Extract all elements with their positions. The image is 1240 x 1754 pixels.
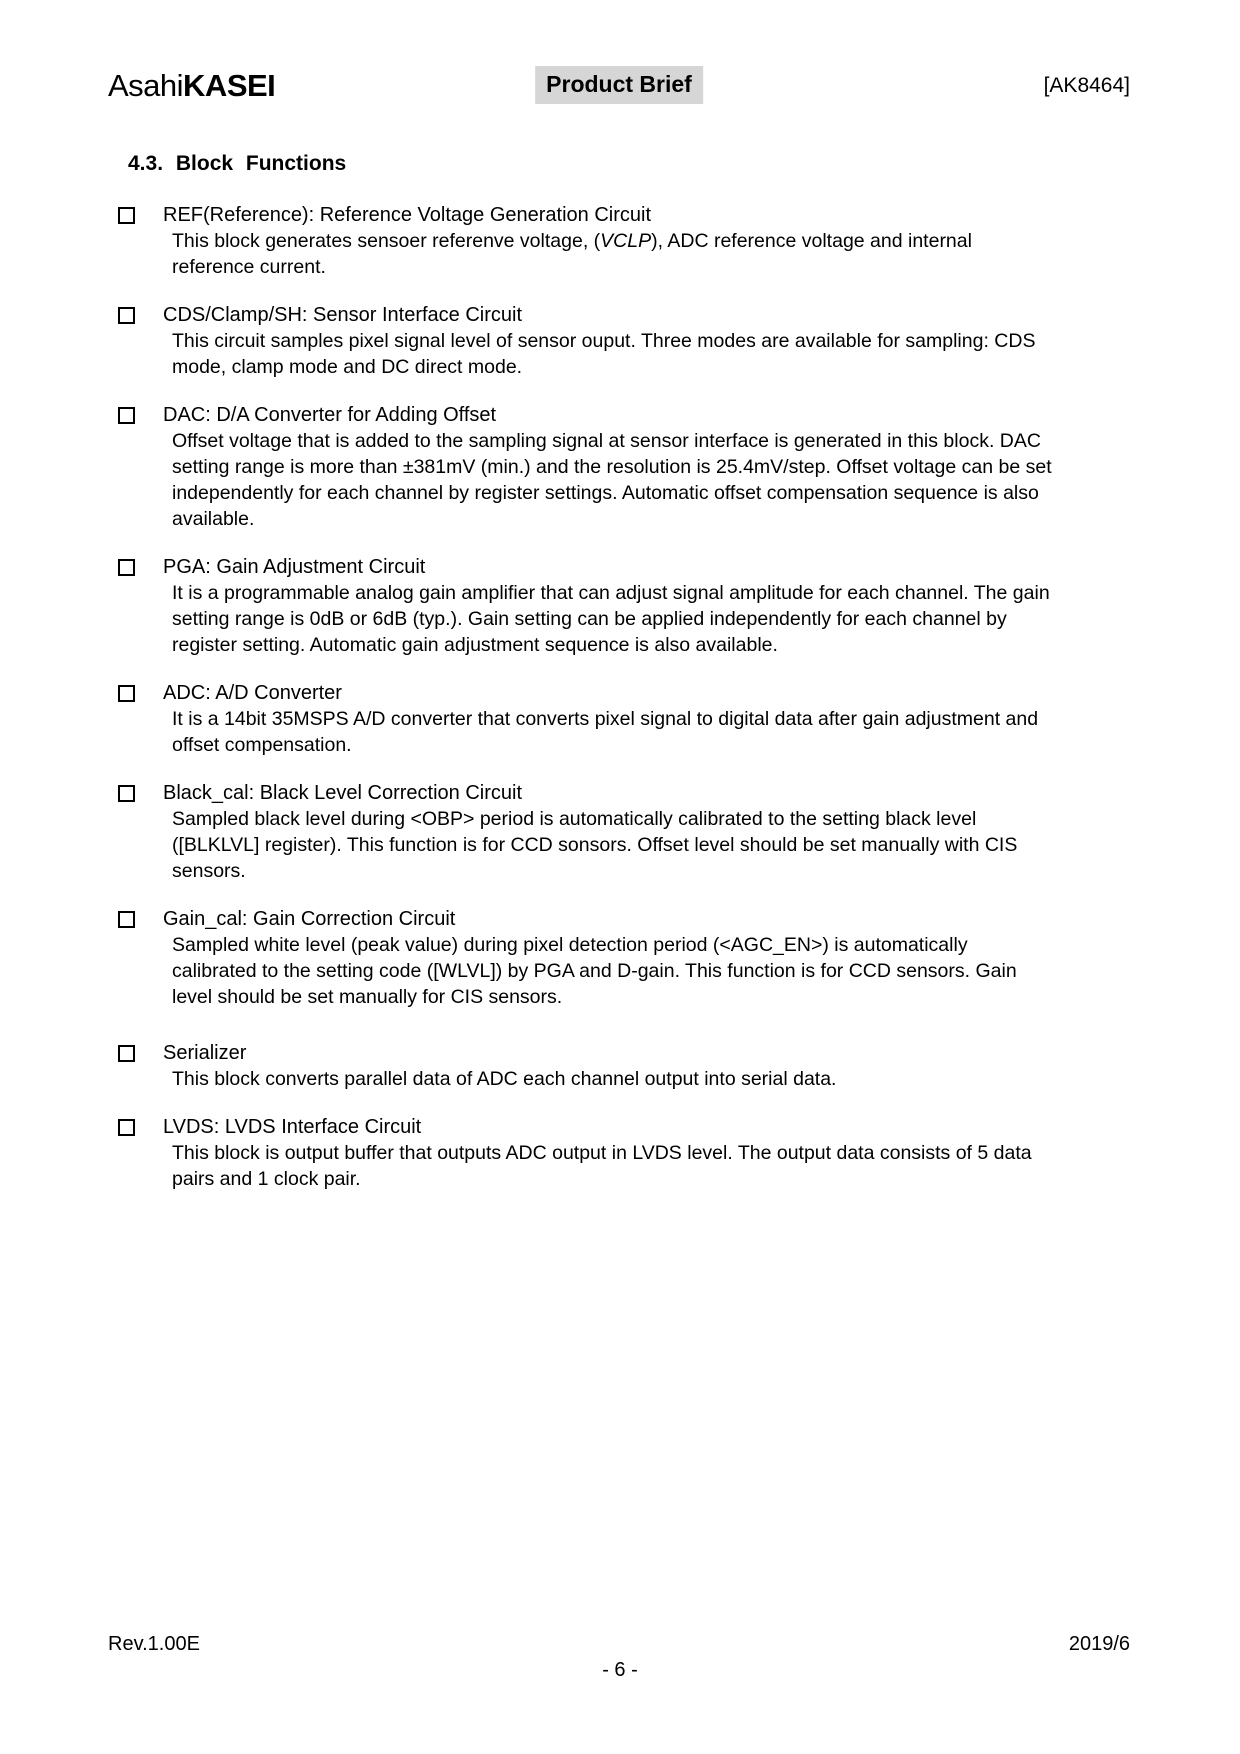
part-number-label: [AK8464] (1043, 74, 1130, 97)
page-content (108, 152, 1130, 1214)
logo-text-bold: KASEI (183, 68, 276, 103)
block-function-section (118, 1040, 1130, 1092)
section-body (172, 328, 1057, 380)
block-function-section (118, 554, 1130, 658)
section-title: Serializer (163, 1042, 247, 1064)
checkbox-bullet-icon (118, 307, 135, 324)
section-paragraph: Offset voltage that is added to the sampling signal at sensor interface is generated in this block. DAC setting range is more than ±381mV (min.) and the resolution is 25.4mV/step. Offset voltage can be set independently for each channel by register settings. Automatic offset compensation sequence is also available. (172, 430, 1052, 530)
checkbox-bullet-icon (118, 911, 135, 928)
section-title: REF(Reference): Reference Voltage Generation Circuit (163, 204, 652, 226)
section-title: CDS/Clamp/SH: Sensor Interface Circuit (163, 304, 523, 326)
section-title: ADC: A/D Converter (163, 682, 342, 704)
block-function-section (118, 202, 1130, 280)
section-title: DAC: D/A Converter for Adding Offset (163, 404, 497, 426)
section-paragraph: Sampled black level during <OBP> period is automatically calibrated to the setting black level ([BLKLVL] register). This function is for CCD sonsors. Offset level should be set manually with CIS sensors. (172, 808, 1018, 882)
block-function-section (118, 402, 1130, 532)
section-heading (128, 152, 1130, 176)
footer-revision-label: Rev.1.00E (108, 1633, 200, 1655)
checkbox-bullet-icon (118, 1119, 135, 1136)
block-function-section (118, 780, 1130, 884)
section-body (172, 806, 1057, 884)
checkbox-bullet-icon (118, 207, 135, 224)
section-title: LVDS: LVDS Interface Circuit (163, 1116, 422, 1138)
asahi-kasei-logo (108, 68, 275, 104)
footer-date-label: 2019/6 (1068, 1633, 1130, 1655)
checkbox-bullet-icon (118, 785, 135, 802)
section-title: Gain_cal: Gain Correction Circuit (163, 908, 456, 930)
checkbox-bullet-icon (118, 559, 135, 576)
section-body (172, 1140, 1057, 1192)
checkbox-bullet-icon (118, 685, 135, 702)
block-functions-list (108, 202, 1130, 1192)
section-title: Black_cal: Black Level Correction Circuit (163, 782, 523, 804)
section-heading-number: 4.3. (128, 152, 164, 175)
section-body (172, 1066, 1057, 1092)
page-header (108, 62, 1130, 110)
section-paragraph: This circuit samples pixel signal level of sensor ouput. Three modes are available for sampling: CDS mode, clamp mode and DC direct mode. (172, 330, 1036, 378)
section-paragraph: This block converts parallel data of ADC each channel output into serial data. (172, 1068, 837, 1090)
footer-page-number: - 6 - (602, 1659, 638, 1681)
section-paragraph: Sampled white level (peak value) during pixel detection period (<AGC_EN>) is automatically calibrated to the setting code ([WLVL]) by PGA and D-gain. This function is for CCD sensors. Gain level should be set manually for CIS sensors. (172, 934, 1017, 1008)
block-function-section (118, 680, 1130, 758)
section-paragraph: This block generates sensoer referenve voltage, (VCLP), ADC reference voltage and internal reference current. (172, 230, 972, 278)
logo-text-normal: Asahi (108, 68, 184, 103)
section-heading-title: Block Functions (175, 152, 347, 175)
block-function-section (118, 906, 1130, 1010)
section-paragraph: This block is output buffer that outputs ADC output in LVDS level. The output data consists of 5 data pairs and 1 clock pair. (172, 1142, 1032, 1190)
section-paragraph: It is a programmable analog gain amplifier that can adjust signal amplitude for each channel. The gain setting range is 0dB or 6dB (typ.). Gain setting can be applied independently for each channel by register setting. Automatic gain adjustment sequence is also available. (172, 582, 1050, 656)
section-title: PGA: Gain Adjustment Circuit (163, 556, 426, 578)
block-function-section (118, 1114, 1130, 1192)
section-body (172, 228, 1057, 280)
checkbox-bullet-icon (118, 1045, 135, 1062)
section-body (172, 706, 1057, 758)
section-paragraph: It is a 14bit 35MSPS A/D converter that converts pixel signal to digital data after gain adjustment and offset compensation. (172, 708, 1039, 756)
block-function-section (118, 302, 1130, 380)
section-body (172, 580, 1057, 658)
checkbox-bullet-icon (118, 407, 135, 424)
section-body (172, 932, 1057, 1010)
doc-type-label: Product Brief (535, 66, 703, 104)
section-body (172, 428, 1057, 532)
